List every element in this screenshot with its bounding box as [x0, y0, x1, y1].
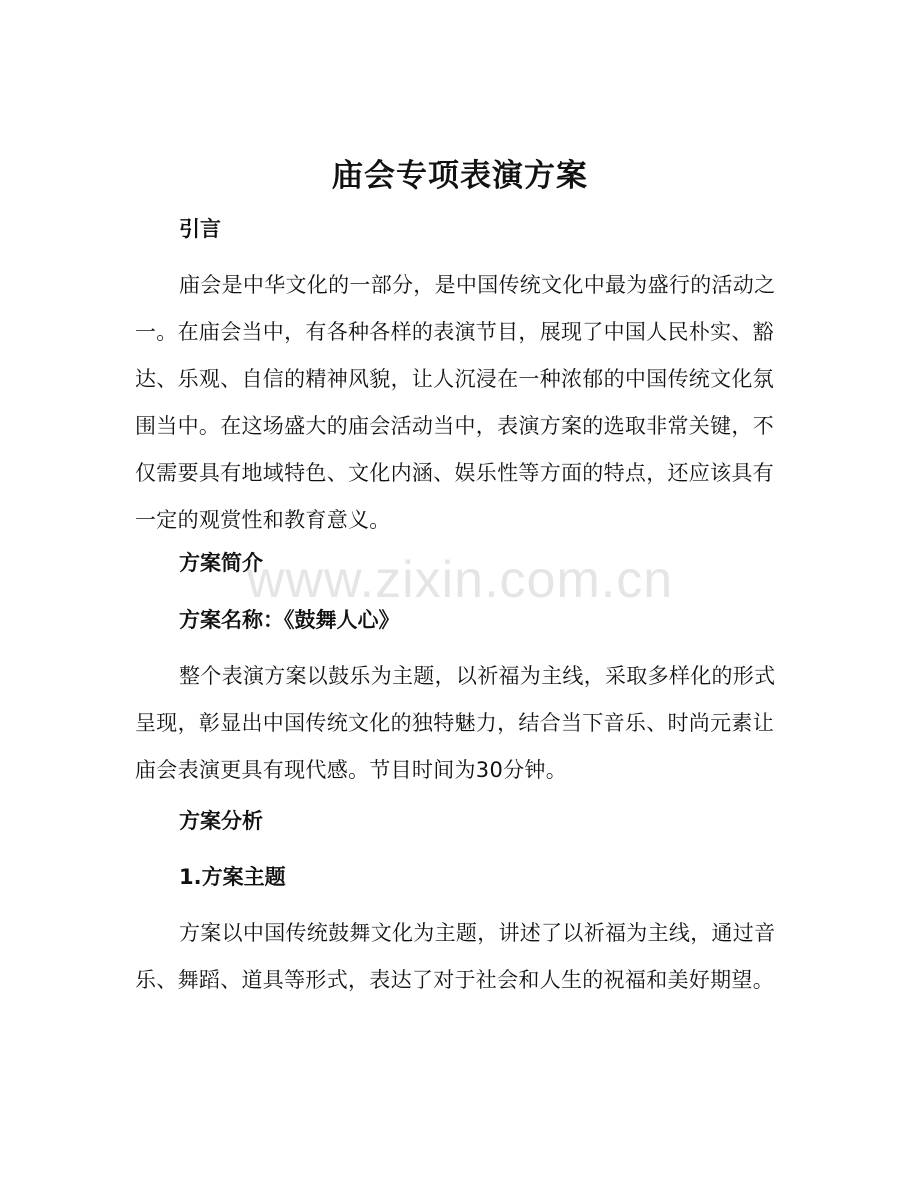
section-heading-intro: 引言 — [179, 217, 221, 241]
section-heading-analysis: 方案分析 — [179, 809, 263, 833]
theme-paragraph: 方案以中国传统鼓舞文化为主题，讲述了以祈福为主线，通过音乐、舞蹈、道具等形式，表达了对于社会和人生的祝福和美好期望。 — [135, 921, 776, 992]
section-heading-theme: 1.方案主题 — [179, 865, 286, 889]
watermark-text: www.zixin.com.cn — [246, 551, 674, 609]
overview-paragraph: 整个表演方案以鼓乐为主题，以祈福为主线，采取多样化的形式呈现，彰显出中国传统文化的独特魅力，结合当下音乐、时尚元素让庙会表演更具有现代感。节目时间为30分钟。 — [135, 664, 776, 782]
section-heading-overview: 方案简介 — [179, 551, 263, 575]
document-title: 庙会专项表演方案 — [332, 158, 588, 194]
section-heading-plan-name: 方案名称：《鼓舞人心》 — [179, 608, 400, 632]
intro-paragraph: 庙会是中华文化的一部分，是中国传统文化中最为盛行的活动之一。在庙会当中，有各种各样的表演节目，展现了中国人民朴实、豁达、乐观、自信的精神风貌，让人沉浸在一种浓郁的中国传统文化氛围当中。在这场盛大的庙会活动当中，表演方案的选取非常关键，不仅需要具有地域特色、文化内涵、娱乐性等方面的特点，还应该具有一定的观赏性和教育意义。 — [135, 273, 776, 532]
